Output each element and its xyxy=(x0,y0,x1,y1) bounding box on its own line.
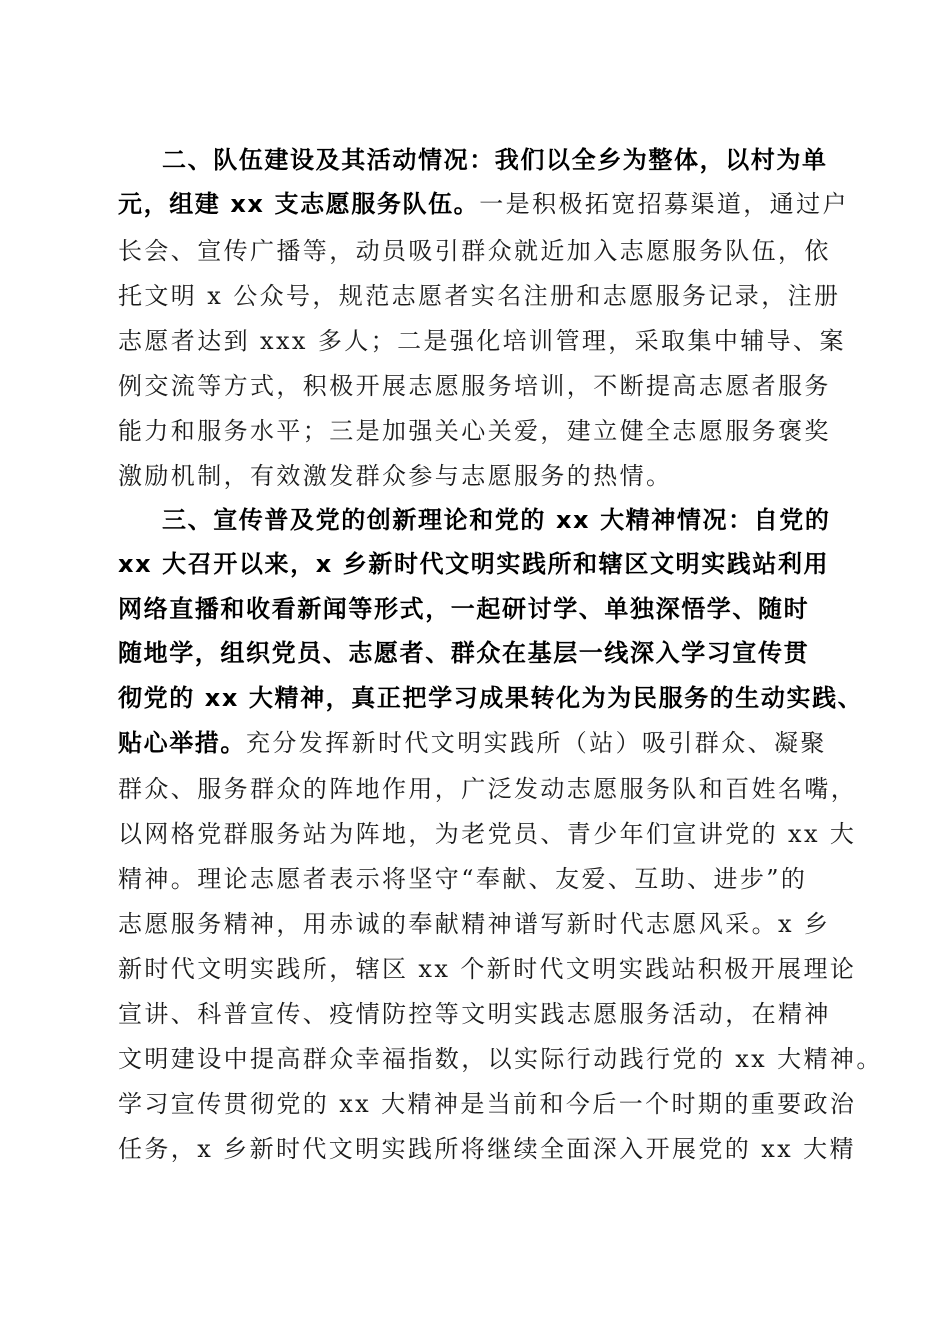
section3-line-10: 志愿服务精神，用赤诚的奉献精神谱写新时代志愿风采。x 乡 xyxy=(118,910,831,938)
section3-line-6 xyxy=(118,721,838,766)
section2-line-6: 例交流等方式，积极开展志愿服务培训，不断提高志愿者服务 xyxy=(118,372,831,400)
section2-line-8: 激励机制，有效激发群众参与志愿服务的热情。 xyxy=(118,462,673,490)
section2-line-3: 长会、宣传广播等，动员吸引群众就近加入志愿服务队伍，依 xyxy=(118,237,831,265)
section3-line-6-bold: 贴心举措。 xyxy=(118,729,246,757)
section2-line-7: 能力和服务水平；三是加强关心关爱，建立健全志愿服务褒奖 xyxy=(118,417,831,445)
section3-line-13: 文明建设中提高群众幸福指数，以实际行动践行党的 xx 大精神。 xyxy=(118,1045,883,1073)
section3-line-9: 精神。理论志愿者表示将坚守“奉献、友爱、互助、进步”的 xyxy=(118,865,808,893)
section3-line-2: xx 大召开以来，x 乡新时代文明实践所和辖区文明实践站利用 xyxy=(118,550,830,578)
section3-line-8: 以网格党群服务站为阵地，为老党员、青少年们宣讲党的 xx 大 xyxy=(118,820,857,848)
section2-line-2-rest: 一是积极拓宽招募渠道，通过户 xyxy=(479,190,849,218)
section3-line-11: 新时代文明实践所，辖区 xx 个新时代文明实践站积极开展理论 xyxy=(118,955,857,983)
section2-line-2 xyxy=(118,182,849,227)
section3-line-6-rest: 充分发挥新时代文明实践所（站）吸引群众、凝聚 xyxy=(246,729,827,757)
section3-line-15: 任务，x 乡新时代文明实践所将继续全面深入开展党的 xx 大精 xyxy=(118,1135,856,1163)
section3-line-12: 宣讲、科普宣传、疫情防控等文明实践志愿服务活动，在精神 xyxy=(118,1000,831,1028)
section3-line-1: 三、宣传普及党的创新理论和党的 xx 大精神情况：自党的 xyxy=(162,506,831,534)
section3-line-5: 彻党的 xx 大精神，真正把学习成果转化为为民服务的生动实践、 xyxy=(118,684,864,712)
section2-line-1: 二、队伍建设及其活动情况：我们以全乡为整体，以村为单 xyxy=(162,146,828,174)
section3-line-7: 群众、服务群众的阵地作用，广泛发动志愿服务队和百姓名嘴， xyxy=(118,775,858,803)
section2-line-2-bold: 元，组建 xx 支志愿服务队伍。 xyxy=(118,190,480,218)
section3-line-14: 学习宣传贯彻党的 xx 大精神是当前和今后一个时期的重要政治 xyxy=(118,1090,857,1118)
section2-line-4: 托文明 x 公众号，规范志愿者实名注册和志愿服务记录，注册 xyxy=(118,282,841,310)
section3-line-4: 随地学，组织党员、志愿者、群众在基层一线深入学习宣传贯 xyxy=(118,639,810,667)
section3-line-3: 网络直播和收看新闻等形式，一起研讨学、单独深悟学、随时 xyxy=(118,595,810,623)
section2-line-5: 志愿者达到 xxx 多人；二是强化培训管理，采取集中辅导、案 xyxy=(118,327,846,355)
